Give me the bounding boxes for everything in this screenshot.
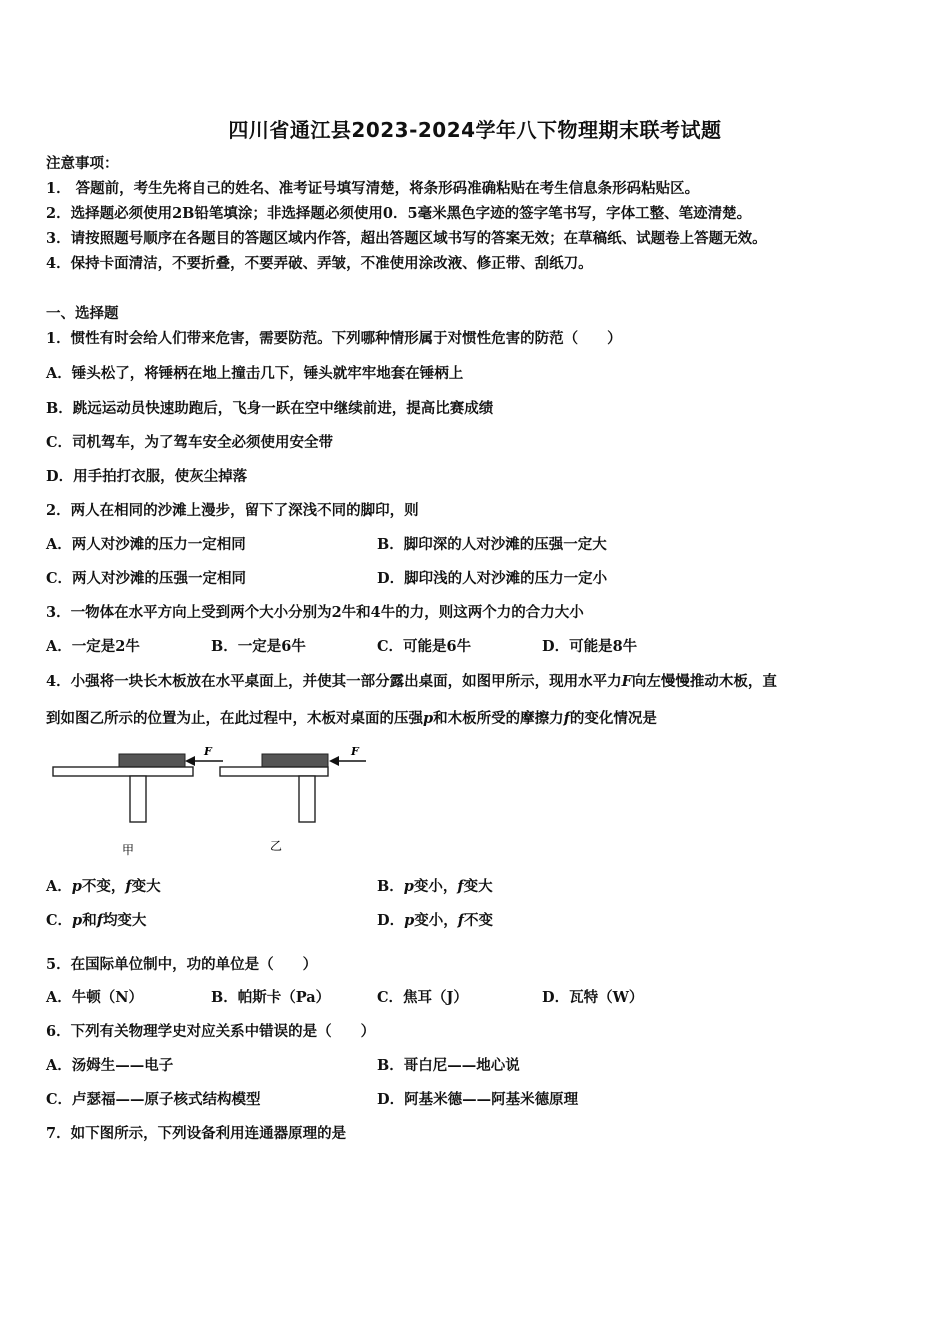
figure-label-a: 甲 [122,843,135,857]
question-6-option-c: C．卢瑟福——原子核式结构模型 [46,1091,261,1108]
question-7-stem: 7．如下图所示，下列设备利用连通器原理的是 [46,1125,347,1142]
table-top-a [53,767,193,776]
question-4-stem-line1: 4．小强将一块长木板放在水平桌面上，并使其一部分露出桌面，如图甲所示，现用水平力F向左慢慢推动木板，直 [46,673,777,690]
board-b [262,754,328,767]
question-6-stem: 6．下列有关物理学史对应关系中错误的是（ ） [46,1023,376,1040]
notice-item: 2．选择题必须使用2B铅笔填涂；非选择题必须使用0．5毫米黑色字迹的签字笔书写，字体工整、笔迹清楚。 [46,205,752,222]
question-3-option-b: B．一定是6牛 [211,638,306,655]
board-a [119,754,185,767]
question-1-option-b: B．跳远运动员快速助跑后，飞身一跃在空中继续前进，提高比赛成绩 [46,400,494,417]
question-1-option-d: D．用手拍打衣服，使灰尘掉落 [46,468,248,485]
question-2-option-a: A．两人对沙滩的压力一定相同 [46,536,246,553]
table-top-b [220,767,328,776]
question-1-option-a: A．锤头松了，将锤柄在地上撞击几下，锤头就牢牢地套在锤柄上 [46,365,464,382]
notice-item: 4．保持卡面清洁，不要折叠，不要弄破、弄皱，不准使用涂改液、修正带、刮纸刀。 [46,255,593,272]
question-1-stem: 1．惯性有时会给人们带来危害，需要防范。下列哪种情形属于对惯性危害的防范（ ） [46,330,622,347]
question-2-stem: 2．两人在相同的沙滩上漫步，留下了深浅不同的脚印，则 [46,502,419,519]
question-4-stem-line2: 到如图乙所示的位置为止，在此过程中，木板对桌面的压强p和木板所受的摩擦力f的变化情况是 [46,710,657,727]
force-label-a: F [204,745,212,758]
force-label-b: F [351,745,359,758]
question-3-option-d: D．可能是8牛 [542,638,638,655]
question-2-option-c: C．两人对沙滩的压强一定相同 [46,570,247,587]
notice-heading: 注意事项： [46,155,119,172]
question-5-option-d: D．瓦特（W） [542,989,644,1006]
question-6-option-d: D．阿基米德——阿基米德原理 [377,1091,579,1108]
notice-item: 1． 答题前，考生先将自己的姓名、准考证号填写清楚，将条形码准确粘贴在考生信息条形码粘贴区。 [46,180,700,197]
question-5-option-c: C．焦耳（J） [377,989,468,1006]
question-4-option-a: A．p不变，f变大 [46,878,161,895]
question-3-stem: 3．一物体在水平方向上受到两个大小分别为2牛和4牛的力，则这两个力的合力大小 [46,604,584,621]
question-4-option-d: D．p变小，f不变 [377,912,493,929]
question-5-option-b: B．帕斯卡（Pa） [211,989,331,1006]
question-3-option-a: A．一定是2牛 [46,638,140,655]
question-3-option-c: C．可能是6牛 [377,638,472,655]
question-2-option-b: B．脚印深的人对沙滩的压强一定大 [377,536,607,553]
question-2-option-d: D．脚印浅的人对沙滩的压力一定小 [377,570,608,587]
table-leg-b [299,776,315,822]
force-arrowhead-a [185,756,195,766]
question-5-stem: 5．在国际单位制中，功的单位是（ ） [46,956,318,973]
table-leg-a [130,776,146,822]
question-1-option-c: C．司机驾车，为了驾车安全必须使用安全带 [46,434,334,451]
question-6-option-b: B．哥白尼——地心说 [377,1057,520,1074]
figure-label-b: 乙 [270,839,283,853]
question-5-option-a: A．牛顿（N） [46,989,144,1006]
question-4-option-c: C．p和f均变大 [46,912,147,929]
board-pushing-figure [46,740,386,858]
notice-item: 3．请按照题号顺序在各题目的答题区域内作答，超出答题区域书写的答案无效；在草稿纸、试题卷上答题无效。 [46,230,767,247]
question-4-option-b: B．p变小，f变大 [377,878,493,895]
question-6-option-a: A．汤姆生——电子 [46,1057,174,1074]
force-arrowhead-b [329,756,339,766]
page-title: 四川省通江县2023-2024学年八下物理期末联考试题 [228,118,722,142]
section-heading: 一、选择题 [46,305,119,322]
